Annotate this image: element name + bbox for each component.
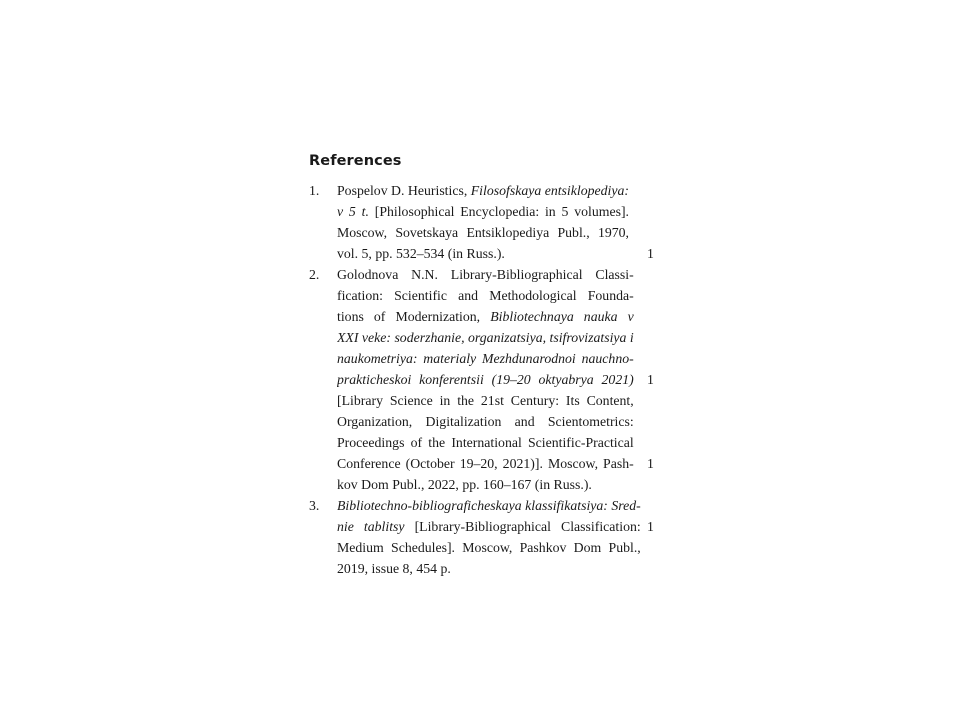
text-segment: [Philosophical Encyclopedia: in 5 volumes].	[368, 204, 629, 219]
reference-line	[337, 264, 634, 285]
text-segment: kov Dom Publ., 2022, pp. 160–167 (in Russ.).	[337, 477, 592, 492]
reference-line	[337, 390, 634, 411]
text-segment: Moscow, Sovetskaya Entsiklopediya Publ., 1970,	[337, 225, 629, 240]
text-segment: Proceedings of the International Scientific-Practical	[337, 435, 634, 450]
italic-title-segment: Bibliotechno-bibliograficheskaya klassifikatsiya: Sred-	[337, 498, 641, 513]
references-list	[309, 180, 641, 579]
reference-number: 2.	[309, 267, 320, 282]
cut-off-column-fragment: 1	[647, 246, 654, 261]
reference-line	[337, 369, 634, 390]
text-segment: Conference (October 19–20, 2021)]. Moscow, Pash-	[337, 456, 634, 471]
reference-item	[309, 180, 627, 264]
reference-text	[337, 264, 634, 495]
italic-title-segment: Bibliotechnaya nauka v	[490, 309, 634, 324]
text-segment: Organization, Digitalization and Scientometrics:	[337, 414, 634, 429]
cut-off-column-fragment: 1	[647, 456, 654, 471]
reference-line	[337, 411, 634, 432]
reference-line	[337, 474, 634, 495]
text-segment: 2019, issue 8, 454 p.	[337, 561, 451, 576]
reference-text	[337, 180, 629, 264]
text-segment: vol. 5, pp. 532–534 (in Russ.).	[337, 246, 505, 261]
reference-line	[337, 516, 641, 537]
reference-line	[337, 243, 629, 264]
reference-line	[337, 558, 641, 579]
italic-title-segment: nie tablitsy	[337, 519, 405, 534]
references-heading: References	[309, 153, 402, 169]
text-segment: Pospelov D. Heuristics,	[337, 183, 471, 198]
reference-line	[337, 222, 629, 243]
reference-line	[337, 537, 641, 558]
italic-title-segment: Filosofskaya entsiklopediya:	[470, 183, 629, 198]
reference-text	[337, 495, 641, 579]
cut-off-column-fragment: 1	[647, 519, 654, 534]
reference-line	[337, 201, 629, 222]
cut-off-column-fragment: 1	[647, 372, 654, 387]
text-segment: Golodnova N.N. Library-Bibliographical Classi-	[337, 267, 634, 282]
reference-item	[309, 264, 634, 495]
text-segment: [Library Science in the 21st Century: Its Content,	[337, 393, 634, 408]
reference-line	[337, 495, 641, 516]
italic-title-segment: XXI veke: soderzhanie, organizatsiya, tsifrovizatsiya i	[337, 330, 634, 345]
reference-number: 1.	[309, 183, 320, 198]
reference-number: 3.	[309, 498, 320, 513]
reference-line	[337, 327, 634, 348]
text-segment: fication: Scientific and Methodological Founda-	[337, 288, 634, 303]
reference-line	[337, 306, 634, 327]
italic-title-segment: naukometriya: materialy Mezhdunarodnoi nauchno-	[337, 351, 634, 366]
reference-line	[337, 453, 634, 474]
reference-line	[337, 180, 629, 201]
reference-item	[309, 495, 641, 579]
reference-line	[337, 432, 634, 453]
reference-line	[337, 285, 634, 306]
italic-title-segment: v 5 t.	[337, 204, 369, 219]
italic-title-segment: prakticheskoi konferentsii (19–20 oktyabrya 2021)	[337, 372, 634, 387]
text-segment: Medium Schedules]. Moscow, Pashkov Dom Publ.,	[337, 540, 641, 555]
reference-line	[337, 348, 634, 369]
text-segment: [Library-Bibliographical Classification:	[404, 519, 641, 534]
text-segment: tions of Modernization,	[337, 309, 491, 324]
